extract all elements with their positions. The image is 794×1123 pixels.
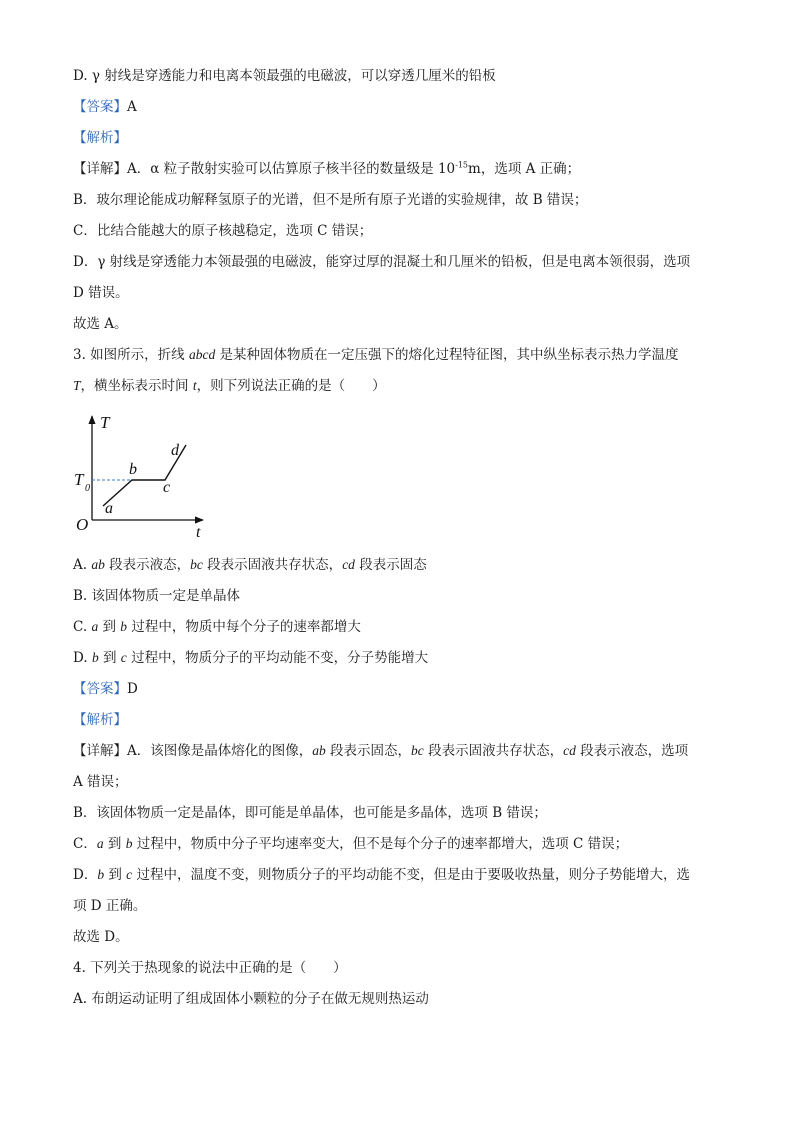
q3-detail-c (73, 834, 723, 854)
q2-detail-c: C．比结合能越大的原子核越稳定，选项 C 错误； (73, 223, 373, 239)
detail-text: A．该图像是晶体熔化的图像， (127, 743, 313, 759)
q4-stem: 4. 下列关于热现象的说法中正确的是（ ） (73, 960, 347, 976)
stem-text: 3. 如图所示，折线 (73, 347, 189, 363)
q2-answer (73, 97, 723, 117)
q3-analysis-label (73, 710, 723, 730)
option-text: A. (73, 557, 92, 573)
detail-var: ab (312, 743, 326, 758)
detail-text: 段表示固态， (325, 743, 412, 759)
q2-detail-b: B．玻尔理论能成功解释氢原子的光谱，但不是所有原子光谱的实验规律，故 B 错误； (73, 192, 588, 208)
detail-text: C． (73, 836, 97, 852)
t0-label: T (74, 470, 84, 489)
q3-answer (73, 679, 723, 699)
q3-conclusion: 故选 D。 (73, 929, 129, 945)
option-text: 段表示固液共存状态， (202, 557, 343, 573)
option-var: c (120, 650, 127, 665)
answer-label: 【答案】 (73, 99, 127, 115)
melting-curve-figure (70, 408, 215, 543)
q3-stem-line1 (73, 345, 723, 365)
stem-text: ，横坐标表示时间 (80, 378, 193, 394)
option-text: 过程中，物质中每个分子的速率都增大 (127, 619, 361, 635)
detail-var: b (125, 836, 133, 851)
option-text: C. (73, 619, 92, 635)
stem-var-abcd: abcd (188, 347, 216, 362)
option-var: b (91, 650, 99, 665)
q3-stem-line2 (73, 376, 723, 396)
q3-option-a (73, 555, 723, 575)
detail-text: 过程中，物质中分子平均速率变大，但不是每个分子的速率都增大，选项 C 错误； (132, 836, 629, 852)
answer-label: 【答案】 (73, 681, 127, 697)
answer-value: A (127, 99, 137, 115)
option-var: b (120, 619, 128, 634)
detail-text: 段表示固液共存状态， (423, 743, 564, 759)
analysis-label: 【解析】 (73, 130, 127, 146)
option-text: 到 (98, 650, 121, 666)
detail-label: 【详解】 (73, 161, 127, 177)
q2-detail-d-line2: D 错误。 (73, 285, 129, 301)
option-var: a (91, 619, 99, 634)
detail-label: 【详解】 (73, 743, 127, 759)
option-var: cd (342, 557, 355, 572)
q3-detail-a-line1 (73, 741, 723, 761)
q2-detail-a (73, 159, 723, 179)
option-var: ab (91, 557, 105, 572)
q2-conclusion: 故选 A。 (73, 316, 128, 332)
stem-var-t: t (192, 378, 197, 393)
point-d-label: d (171, 442, 179, 459)
detail-text: D． (73, 867, 98, 883)
q3-detail-d-line2: 项 D 正确。 (73, 898, 147, 914)
analysis-label: 【解析】 (73, 712, 127, 728)
stem-text: 是某种固体物质在一定压强下的熔化过程特征图，其中纵坐标表示热力学温度 (215, 347, 679, 363)
answer-value: D (127, 681, 138, 697)
detail-var: bc (411, 743, 424, 758)
detail-a-text: A．α 粒子散射实验可以估算原子核半径的数量级是 10 (127, 161, 456, 177)
q2-option-d: D. γ 射线是穿透能力和电离本领最强的电磁波，可以穿透几厘米的铅板 (73, 68, 496, 84)
option-text: 过程中，物质分子的平均动能不变，分子势能增大 (126, 650, 429, 666)
option-text: D. (73, 650, 92, 666)
detail-var: cd (563, 743, 576, 758)
option-text: 到 (98, 619, 121, 635)
q3-option-d (73, 648, 723, 668)
origin-label: O (76, 515, 89, 534)
detail-var: b (97, 867, 105, 882)
detail-text: 到 (104, 867, 127, 883)
t0-subscript: 0 (85, 483, 90, 494)
x-axis-label: t (196, 524, 201, 541)
q3-option-c (73, 617, 723, 637)
option-var: bc (190, 557, 203, 572)
detail-var: c (126, 867, 133, 882)
exponent: -15 (455, 160, 469, 170)
q4-option-a: A. 布朗运动证明了组成固体小颗粒的分子在做无规则热运动 (73, 991, 429, 1007)
detail-text: 到 (103, 836, 126, 852)
q3-detail-d-line1 (73, 865, 723, 885)
option-text: B. 该固体物质一定是单晶体 (73, 588, 241, 604)
q3-detail-b: B．该固体物质一定是晶体，即可能是单晶体，也可能是多晶体，选项 B 错误； (73, 805, 547, 821)
q2-analysis-label (73, 128, 723, 148)
option-text: 段表示液态， (104, 557, 191, 573)
q3-option-b (73, 586, 723, 606)
detail-text: 过程中，温度不变，则物质分子的平均动能不变，但是由于要吸收热量，则分子势能增大，选 (132, 867, 690, 883)
point-b-label: b (129, 461, 137, 478)
detail-a-tail: m，选项 A 正确； (468, 161, 581, 177)
detail-var: a (96, 836, 104, 851)
q2-detail-d-line1: D．γ 射线是穿透能力本领最强的电磁波，能穿过厚的混凝土和几厘米的铅板，但是电离本领很弱，选项 (73, 254, 691, 270)
point-c-label: c (163, 479, 171, 496)
y-axis-label: T (100, 413, 110, 432)
option-text: 段表示固态 (354, 557, 427, 573)
detail-text: 段表示液态，选项 (575, 743, 689, 759)
stem-var-T: T (73, 378, 81, 393)
stem-text: ，则下列说法正确的是（ ） (196, 378, 386, 394)
q3-detail-a-line2: A 错误； (73, 774, 128, 790)
point-a-label: a (105, 500, 113, 517)
